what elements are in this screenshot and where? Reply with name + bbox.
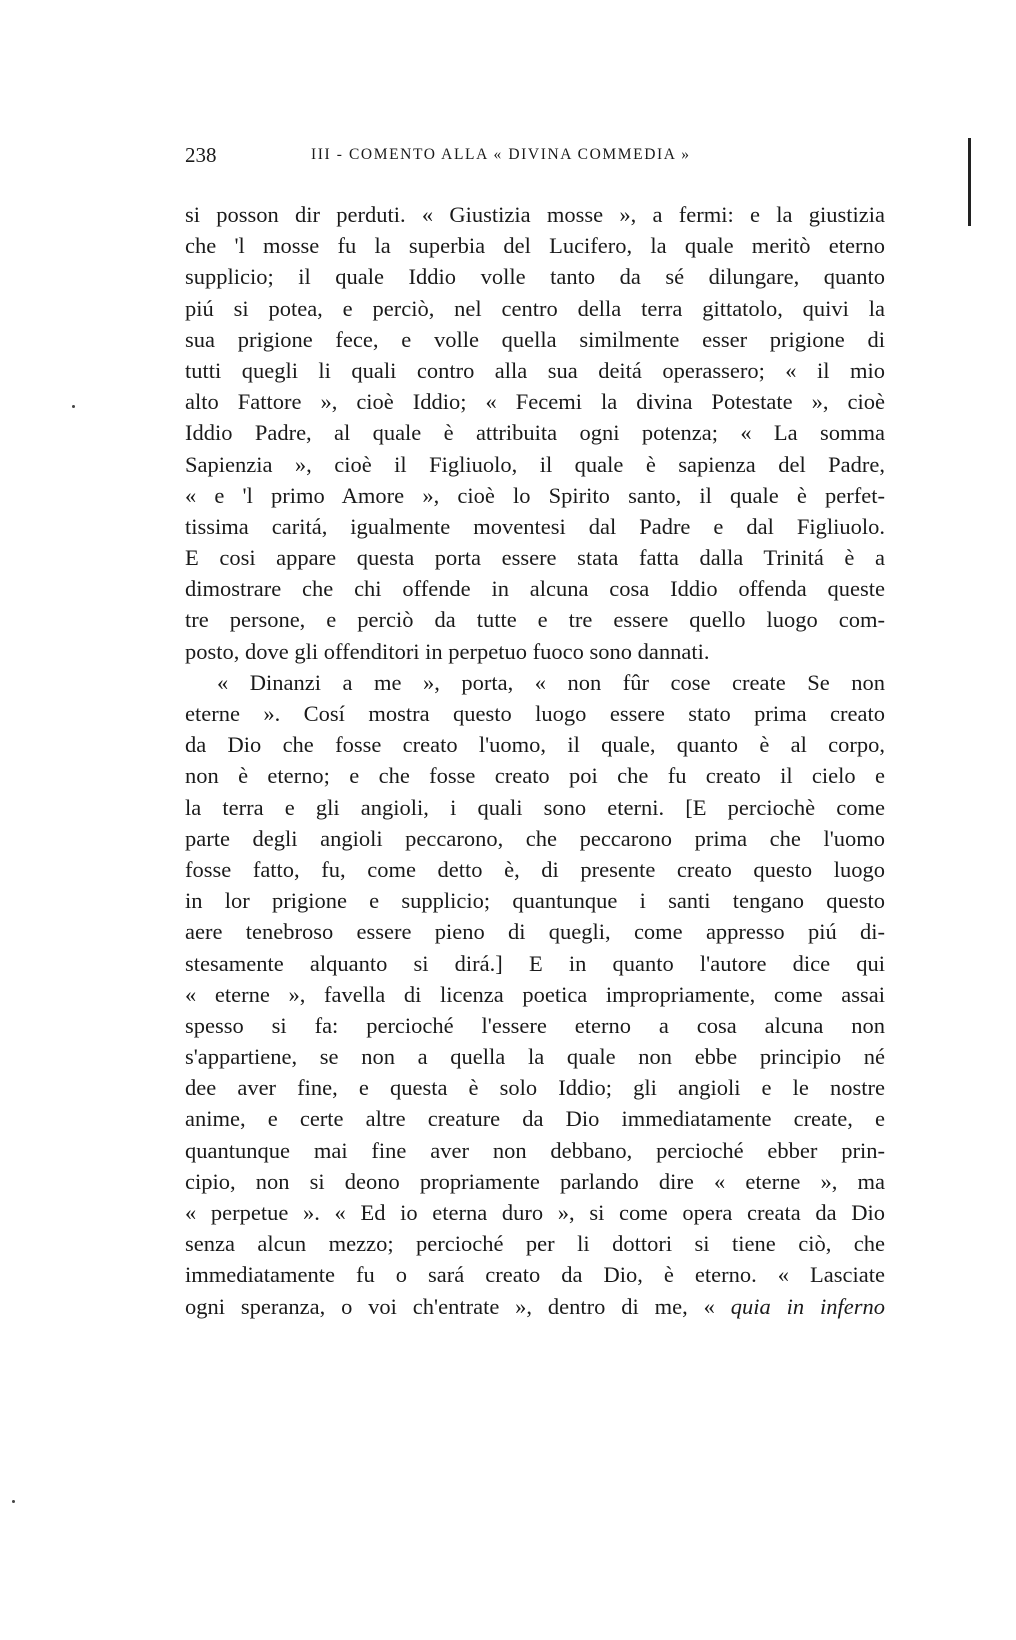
text-line-content: eterne ». Cosí mostra questo luogo essere stato prima creato <box>185 701 885 726</box>
text-line-content: anime, e certe altre creature da Dio immediatamente create, e <box>185 1106 885 1132</box>
text-line-content: Iddio Padre, al quale è attribuita ogni potenza; « La somma <box>185 420 885 446</box>
text-line <box>185 261 885 292</box>
text-line-content: « e 'l primo Amore », cioè lo Spirito santo, il quale è perfet- <box>185 482 885 508</box>
text-line <box>185 760 885 791</box>
text-line <box>185 417 885 448</box>
text-line <box>185 1228 885 1259</box>
text-line-content: « Dinanzi a me », porta, « non fûr cose create Se non <box>217 669 885 695</box>
text-line <box>185 729 885 760</box>
text-line-content: s'appartiene, se non a quella la quale non ebbe principio né <box>185 1044 885 1070</box>
text-line-content: cipio, non si deono propriamente parlando dire « eterne », ma <box>185 1168 885 1194</box>
text-line-content: quantunque mai fine aver non debbano, percioché ebber prin- <box>185 1137 885 1163</box>
text-line <box>185 386 885 417</box>
text-line-content: parte degli angioli peccarono, che peccarono prima che l'uomo <box>185 825 885 851</box>
text-line-content: sua prigione fece, e volle quella similmente esser prigione di <box>185 326 885 352</box>
text-line <box>185 916 885 947</box>
text-line <box>185 885 885 916</box>
text-line <box>185 823 885 854</box>
text-line-content: spesso si fa: percioché l'essere eterno a cosa alcuna non <box>185 1012 885 1038</box>
text-line-content: la terra e gli angioli, i quali sono eterni. [E perciochè come <box>185 794 885 820</box>
body-text <box>185 199 885 1322</box>
text-line-content: dimostrare che chi offende in alcuna cosa Iddio offenda queste <box>185 576 885 602</box>
page-number: 238 <box>185 143 217 167</box>
text-line <box>185 1103 885 1134</box>
text-line <box>185 1291 885 1322</box>
text-line <box>185 979 885 1010</box>
text-line-content: fosse fatto, fu, come detto è, di presente creato questo luogo <box>185 856 885 882</box>
text-line-content: supplicio; il quale Iddio volle tanto da sé dilungare, quanto <box>185 264 885 290</box>
text-line-content: tissima caritá, igualmente moventesi dal Padre e dal Figliuolo. <box>185 513 885 539</box>
running-head: III - COMENTO ALLA « DIVINA COMMEDIA » <box>311 146 691 163</box>
text-line <box>185 293 885 324</box>
scan-edge-mark <box>968 138 971 226</box>
text-line <box>185 1072 885 1103</box>
text-line <box>185 1010 885 1041</box>
text-line-content: E cosi appare questa porta essere stata fatta dalla Trinitá è a <box>185 545 885 571</box>
text-line <box>185 230 885 261</box>
text-line <box>185 480 885 511</box>
text-line <box>185 542 885 573</box>
text-line <box>185 1135 885 1166</box>
text-line <box>185 667 885 698</box>
text-line <box>185 449 885 480</box>
text-line-content: si posson dir perduti. « Giustizia mosse », a fermi: e la giustizia <box>185 202 885 227</box>
text-line <box>185 698 885 729</box>
text-line-content: « eterne », favella di licenza poetica impropriamente, come assai <box>185 981 885 1007</box>
text-line <box>185 1197 885 1228</box>
text-line <box>185 1166 885 1197</box>
text-line-content: alto Fattore », cioè Iddio; « Fecemi la divina Potestate », cioè <box>185 389 885 415</box>
text-line-content: Sapienzia », cioè il Figliuolo, il quale è sapienza del Padre, <box>185 451 885 477</box>
text-line-content: piú si potea, e perciò, nel centro della terra gittatolo, quivi la <box>185 295 885 321</box>
text-line <box>185 1041 885 1072</box>
text-line <box>185 355 885 386</box>
text-line <box>185 511 885 542</box>
text-line-content: aere tenebroso essere pieno di quegli, come appresso piú di- <box>185 919 885 945</box>
text-line-content: da Dio che fosse creato l'uomo, il quale, quanto è al corpo, <box>185 732 885 758</box>
text-line <box>185 854 885 885</box>
text-line <box>185 948 885 979</box>
text-line-content: immediatamente fu o sará creato da Dio, è eterno. « Lasciate <box>185 1262 885 1288</box>
text-line-content: in lor prigione e supplicio; quantunque i santi tengano questo <box>185 888 885 914</box>
scan-speck <box>12 1500 15 1503</box>
text-line-content: tre persone, e perciò da tutte e tre essere quello luogo com- <box>185 607 885 633</box>
text-line-content: posto, dove gli offenditori in perpetuo fuoco sono dannati. <box>185 638 710 664</box>
text-line-content: che 'l mosse fu la superbia del Lucifero, la quale meritò eterno <box>185 233 885 259</box>
text-line-content: « perpetue ». « Ed io eterna duro », si come opera creata da Dio <box>185 1200 885 1225</box>
text-line <box>185 324 885 355</box>
text-line-content: senza alcun mezzo; percioché per li dottori si tiene ciò, che <box>185 1231 885 1257</box>
text-line <box>185 1259 885 1290</box>
text-line-content: ogni speranza, o voi ch'entrate », dentro di me, « <box>185 1293 715 1319</box>
text-line <box>185 604 885 635</box>
text-line <box>185 199 885 230</box>
text-line-content: non è eterno; e che fosse creato poi che fu creato il cielo e <box>185 763 885 789</box>
text-line <box>185 573 885 604</box>
scan-speck <box>72 405 75 408</box>
text-line-content: dee aver fine, e questa è solo Iddio; gli angioli e le nostre <box>185 1075 885 1101</box>
text-line-content: stesamente alquanto si dirá.] E in quanto l'autore dice qui <box>185 950 885 976</box>
text-line <box>185 636 885 667</box>
text-line <box>185 792 885 823</box>
italic-latin-phrase: quia in inferno <box>730 1293 885 1319</box>
text-line-content: tutti quegli li quali contro alla sua deitá operassero; « il mio <box>185 357 885 383</box>
